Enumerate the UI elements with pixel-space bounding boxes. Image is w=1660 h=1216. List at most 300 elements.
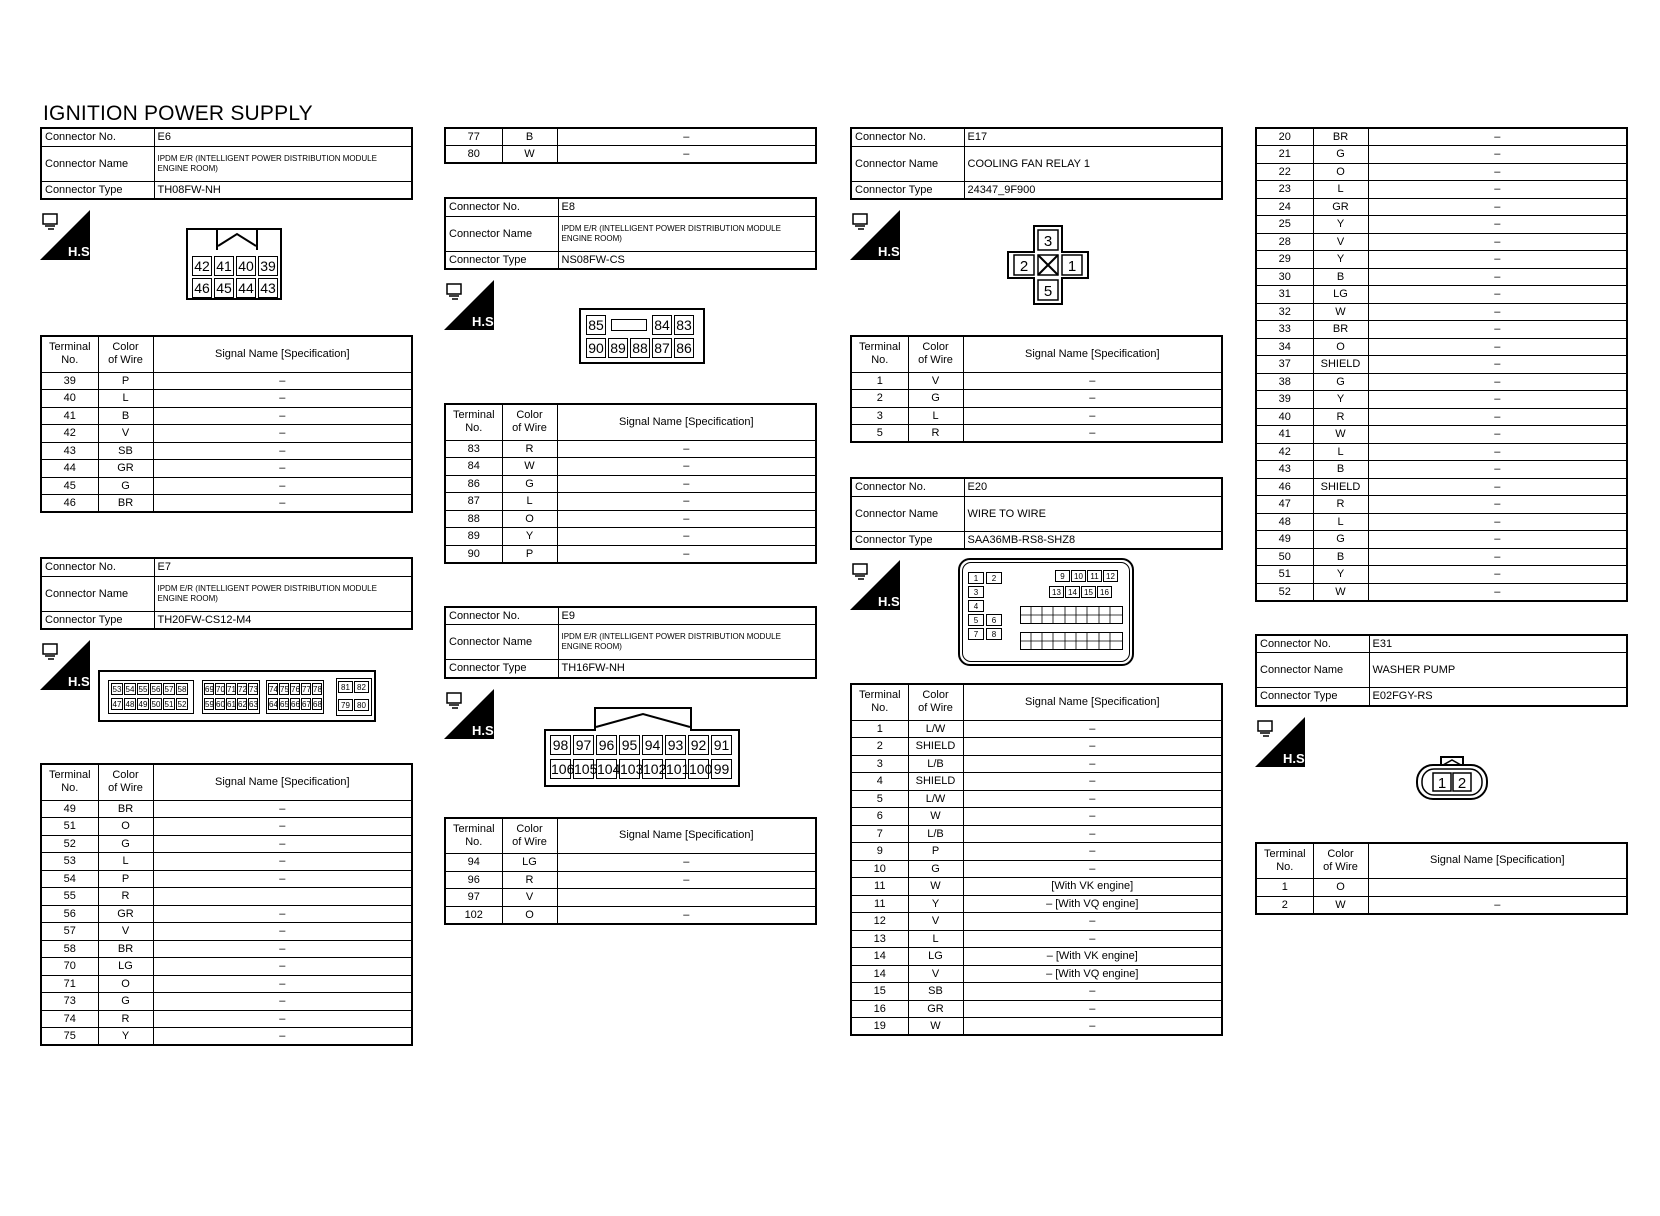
svg-text:5: 5 [1043,283,1053,300]
column-2 [444,127,817,925]
wire-color: O [502,510,557,528]
signal-name: – [963,825,1222,843]
terminal-no: 2 [851,738,908,756]
e8-key-slot [608,315,650,335]
terminal-no: 2 [1256,896,1313,914]
hs-icon [40,210,94,260]
table-row [1256,286,1627,304]
wire-color: L [502,493,557,511]
table-row [445,146,816,164]
connector-pin: 62 [238,700,247,709]
table-row [851,790,1222,808]
color-header: Color of Wire [502,818,557,854]
e7-pins-d-bottom [338,699,369,711]
terminal-no: 47 [1256,496,1313,514]
terminal-no: 75 [41,1028,98,1046]
connector-pin: 58 [177,685,187,694]
wire-color: P [98,870,153,888]
connector-pin: 9 [1055,570,1070,582]
table-row [851,372,1222,390]
signal-name: – [963,843,1222,861]
signal-name: – [1368,373,1627,391]
connector-pin: 39 [258,256,278,276]
signal-name: – [963,407,1222,425]
connector-pin: 73 [249,685,258,694]
connector-no-label: Connector No. [41,128,154,146]
table-row [445,128,816,146]
e8-pins-bottom [586,338,694,358]
signal-name: – [557,854,816,872]
terminal-no: 4 [851,773,908,791]
wire-color: BR [98,940,153,958]
e20-pin: 6 [986,614,1002,626]
wire-color: GR [98,460,153,478]
table-row [41,853,412,871]
wire-color: L/B [908,755,963,773]
e31-connector-no: E31 [1369,635,1627,653]
wire-color: L [908,407,963,425]
connector-type-label: Connector Type [41,181,154,199]
wire-color: L [908,930,963,948]
e8-info-table [444,197,817,270]
signal-name: – [153,853,412,871]
table-row [851,895,1222,913]
signal-name: – [963,425,1222,443]
signal-name [557,889,816,907]
svg-text:H.S.: H.S. [472,314,498,329]
wire-color: L [1313,513,1368,531]
terminal-no-header: Terminal No. [851,684,908,720]
table-row [1256,303,1627,321]
signal-name: – [153,477,412,495]
connector-pin: 53 [112,685,122,694]
connector-pin: 77 [302,685,311,694]
connector-name-label: Connector Name [445,625,558,660]
connector-pin: 81 [338,681,353,693]
wire-color: G [1313,146,1368,164]
color-header: Color of Wire [908,336,963,372]
table-row [1256,373,1627,391]
terminal-no: 74 [41,1010,98,1028]
wire-color: R [908,425,963,443]
signal-name: – [1368,583,1627,601]
e31-info-table [1255,634,1628,707]
wire-color: W [1313,896,1368,914]
color-header: Color of Wire [908,684,963,720]
connector-pin: 52 [177,700,187,709]
hs-icon [444,280,498,330]
connector-pin: 102 [643,760,667,777]
e7-connector-name: IPDM E/R (INTELLIGENT POWER DISTRIBUTION MODULE ENGINE ROOM) [154,576,412,611]
wire-color: R [502,871,557,889]
svg-text:H.S.: H.S. [878,244,904,259]
terminal-no: 19 [851,1018,908,1036]
connector-pin: 78 [313,685,322,694]
signal-name: – [153,425,412,443]
svg-text:3: 3 [1043,233,1053,250]
table-row [1256,233,1627,251]
wire-color: BR [98,800,153,818]
connector-pin: 41 [214,256,234,276]
connector-pin: 96 [596,735,617,755]
wire-color: SHIELD [1313,356,1368,374]
table-row [1256,146,1627,164]
connector-name-label: Connector Name [41,146,154,181]
connector-pin: 86 [674,338,694,358]
signal-name: – [1368,426,1627,444]
e20-pin: 2 [986,572,1002,584]
e20-pin: 5 [968,614,984,626]
e20-pin: 7 [968,628,984,640]
wire-color: W [1313,583,1368,601]
wire-color: B [98,407,153,425]
connector-name-label: Connector Name [41,576,154,611]
e20-connector-no: E20 [964,478,1222,496]
signal-name: – [1368,478,1627,496]
e7-connector-diagram [40,630,413,763]
e20-pin: 4 [968,600,984,612]
e20-pin: 3 [968,586,984,598]
e20-connector-diagram [850,550,1223,683]
table-row [1256,478,1627,496]
connector-pin: 98 [550,735,571,755]
table-row [1256,566,1627,584]
terminal-no: 46 [1256,478,1313,496]
wire-color: V [98,425,153,443]
terminal-no: 6 [851,808,908,826]
connector-pin: 105 [574,760,598,777]
terminal-no: 45 [41,477,98,495]
e7-connector-type: TH20FW-CS12-M4 [154,611,412,629]
table-row [1256,461,1627,479]
e7-pins-b-bottom [204,698,258,710]
table-row [1256,496,1627,514]
wire-color: B [1313,548,1368,566]
wire-color: SHIELD [908,773,963,791]
terminal-no: 53 [41,853,98,871]
wire-color: R [502,440,557,458]
wire-color: LG [502,854,557,872]
signal-name: – [1368,146,1627,164]
table-row [1256,321,1627,339]
e17-terminal-table [850,335,1223,443]
column-4 [1255,127,1628,915]
e31-connector-diagram [1255,707,1628,842]
signal-name: – [With VK engine] [963,948,1222,966]
connector-pin: 88 [630,338,650,358]
connector-pin: 75 [280,685,289,694]
e6-connector-type: TH08FW-NH [154,181,412,199]
signal-name: – [557,458,816,476]
terminal-no: 41 [1256,426,1313,444]
terminal-no-header: Terminal No. [851,336,908,372]
connector-pin: 51 [164,700,174,709]
e31-connector-housing [1415,755,1489,801]
wire-color: G [908,860,963,878]
wire-color: L/W [908,790,963,808]
signal-name: – [153,1028,412,1046]
hs-icon [850,210,904,260]
wire-color: LG [98,958,153,976]
table-row [851,738,1222,756]
connector-pin: 10 [1071,570,1086,582]
terminal-no: 56 [41,905,98,923]
e20-connector-housing [958,558,1134,666]
e6-connector-housing [186,228,282,300]
e31-connector-type: E02FGY-RS [1369,688,1627,706]
e9-info-table [444,606,817,679]
connector-pin: 95 [619,735,640,755]
table-row [41,1010,412,1028]
terminal-no: 90 [445,545,502,563]
terminal-no: 48 [1256,513,1313,531]
signal-header: Signal Name [Specification] [153,764,412,800]
signal-header: Signal Name [Specification] [153,336,412,372]
table-row [41,442,412,460]
connector-type-label: Connector Type [41,611,154,629]
signal-name: – [1368,128,1627,146]
e8-connector-no: E8 [558,198,816,216]
wire-color: P [908,843,963,861]
connector-no-label: Connector No. [851,128,964,146]
terminal-no: 89 [445,528,502,546]
signal-name: [With VK engine] [963,878,1222,896]
signal-name: – [1368,268,1627,286]
connector-pin: 92 [688,735,709,755]
connector-pin: 15 [1081,586,1096,598]
table-row [851,878,1222,896]
table-row [41,407,412,425]
signal-name: – [1368,531,1627,549]
terminal-no: 49 [1256,531,1313,549]
terminal-no: 54 [41,870,98,888]
signal-name: – [153,800,412,818]
wire-color: GR [908,1000,963,1018]
terminal-no: 77 [445,128,502,146]
wire-color: R [98,888,153,906]
terminal-no: 32 [1256,303,1313,321]
svg-text:H.S.: H.S. [878,594,904,609]
signal-name: – [1368,356,1627,374]
signal-name: – [1368,181,1627,199]
terminal-no: 73 [41,993,98,1011]
signal-name [1368,879,1627,897]
terminal-no: 5 [851,790,908,808]
e7-pins-a-bottom [111,698,188,710]
connector-pin: 90 [586,338,606,358]
wire-color: SHIELD [1313,478,1368,496]
connector-pin: 66 [291,700,300,709]
e8-connector-type: NS08FW-CS [558,251,816,269]
signal-name: – [153,905,412,923]
connector-pin: 69 [205,685,214,694]
terminal-no: 34 [1256,338,1313,356]
connector-pin: 103 [620,760,644,777]
signal-name: – [1368,548,1627,566]
connector-pin: 63 [249,700,258,709]
signal-name: – [1368,443,1627,461]
wire-color: L/W [908,720,963,738]
table-row [41,835,412,853]
signal-header: Signal Name [Specification] [557,818,816,854]
wire-color: B [502,128,557,146]
signal-name [153,888,412,906]
e7-pins-c-bottom [268,698,322,710]
table-row [1256,443,1627,461]
table-row [41,975,412,993]
e8-connector-name: IPDM E/R (INTELLIGENT POWER DISTRIBUTION MODULE ENGINE ROOM) [558,216,816,251]
signal-name: – [153,407,412,425]
e9-pins-bottom [550,759,732,779]
signal-name: – [557,128,816,146]
terminal-no-header: Terminal No. [445,404,502,440]
wire-color: W [908,1018,963,1036]
e20-connector-name: WIRE TO WIRE [964,496,1222,531]
wire-color: G [98,477,153,495]
e7-pins-a-top [111,683,188,695]
terminal-no: 84 [445,458,502,476]
table-row [1256,583,1627,601]
signal-name: – [963,983,1222,1001]
wire-color: P [502,545,557,563]
connector-pin: 48 [125,700,135,709]
wire-color: V [502,889,557,907]
signal-name: – [557,871,816,889]
terminal-no: 71 [41,975,98,993]
wire-color: V [1313,233,1368,251]
table-row [851,407,1222,425]
e20-terminal-table-continued [1255,127,1628,602]
connector-type-label: Connector Type [1256,688,1369,706]
svg-text:2: 2 [1457,774,1467,792]
terminal-no: 15 [851,983,908,1001]
latch-icon [596,711,690,729]
signal-name: – [963,913,1222,931]
wire-color: W [908,878,963,896]
wire-color: W [502,146,557,164]
wire-color: LG [1313,286,1368,304]
e9-pins-top [550,735,732,755]
connector-name-label: Connector Name [1256,653,1369,688]
connector-pin: 50 [151,700,161,709]
signal-name: – [557,528,816,546]
terminal-no: 51 [41,818,98,836]
table-row [41,923,412,941]
wire-color: O [98,818,153,836]
e8-pin: 83 [674,315,694,335]
e17-relay-connector [1006,224,1090,306]
wire-color: G [502,475,557,493]
table-row [41,477,412,495]
connector-name-label: Connector Name [851,496,964,531]
connector-pin: 79 [338,699,353,711]
signal-name: – [153,835,412,853]
signal-name: – [1368,286,1627,304]
terminal-no: 55 [41,888,98,906]
e9-connector-name: IPDM E/R (INTELLIGENT POWER DISTRIBUTION MODULE ENGINE ROOM) [558,625,816,660]
signal-name: – [1368,896,1627,914]
wire-color: V [98,923,153,941]
color-header: Color of Wire [502,404,557,440]
e17-connector-name: COOLING FAN RELAY 1 [964,146,1222,181]
connector-name-label: Connector Name [445,216,558,251]
connector-no-label: Connector No. [445,198,558,216]
terminal-no: 1 [1256,879,1313,897]
table-row [851,720,1222,738]
wire-color: W [908,808,963,826]
terminal-no: 39 [1256,391,1313,409]
terminal-no: 80 [445,146,502,164]
table-row [851,965,1222,983]
signal-name: – [153,923,412,941]
e6-connector-name: IPDM E/R (INTELLIGENT POWER DISTRIBUTION MODULE ENGINE ROOM) [154,146,412,181]
terminal-no: 14 [851,965,908,983]
terminal-no: 96 [445,871,502,889]
table-row [41,993,412,1011]
wire-color: L/B [908,825,963,843]
table-row [1256,408,1627,426]
svg-text:H.S.: H.S. [1283,750,1309,766]
connector-pin: 74 [269,685,278,694]
table-row [851,948,1222,966]
signal-name: – [1368,566,1627,584]
table-row [445,871,816,889]
connector-pin: 89 [608,338,628,358]
signal-name: – [With VQ engine] [963,895,1222,913]
terminal-no: 43 [41,442,98,460]
signal-name: – [153,495,412,513]
table-row [445,440,816,458]
terminal-no: 20 [1256,128,1313,146]
terminal-no: 1 [851,720,908,738]
e6-terminal-table [40,335,413,513]
wire-color: SB [98,442,153,460]
table-row [851,1000,1222,1018]
table-row [445,545,816,563]
terminal-no: 86 [445,475,502,493]
signal-name: – [557,906,816,924]
table-row [1256,216,1627,234]
connector-pin: 76 [291,685,300,694]
terminal-no: 88 [445,510,502,528]
terminal-no: 43 [1256,461,1313,479]
wire-color: SB [908,983,963,1001]
signal-name: – [1368,496,1627,514]
e6-connector-diagram [40,200,413,335]
terminal-no: 30 [1256,268,1313,286]
table-row [445,528,816,546]
wire-color: Y [502,528,557,546]
terminal-no-header: Terminal No. [41,336,98,372]
svg-text:H.S.: H.S. [68,244,94,259]
wire-color: GR [98,905,153,923]
terminal-no: 51 [1256,566,1313,584]
table-row [41,1028,412,1046]
terminal-no: 102 [445,906,502,924]
wire-color: L [98,853,153,871]
table-row [41,372,412,390]
table-row [41,870,412,888]
table-row [445,475,816,493]
e9-connector-type: TH16FW-NH [558,660,816,678]
signal-header: Signal Name [Specification] [1368,843,1627,879]
column-3 [850,127,1223,1036]
connector-pin: 99 [711,759,732,779]
e7-pins-d-top [338,681,369,693]
svg-text:1: 1 [1437,774,1447,792]
terminal-no: 37 [1256,356,1313,374]
hs-icon [1255,717,1309,767]
